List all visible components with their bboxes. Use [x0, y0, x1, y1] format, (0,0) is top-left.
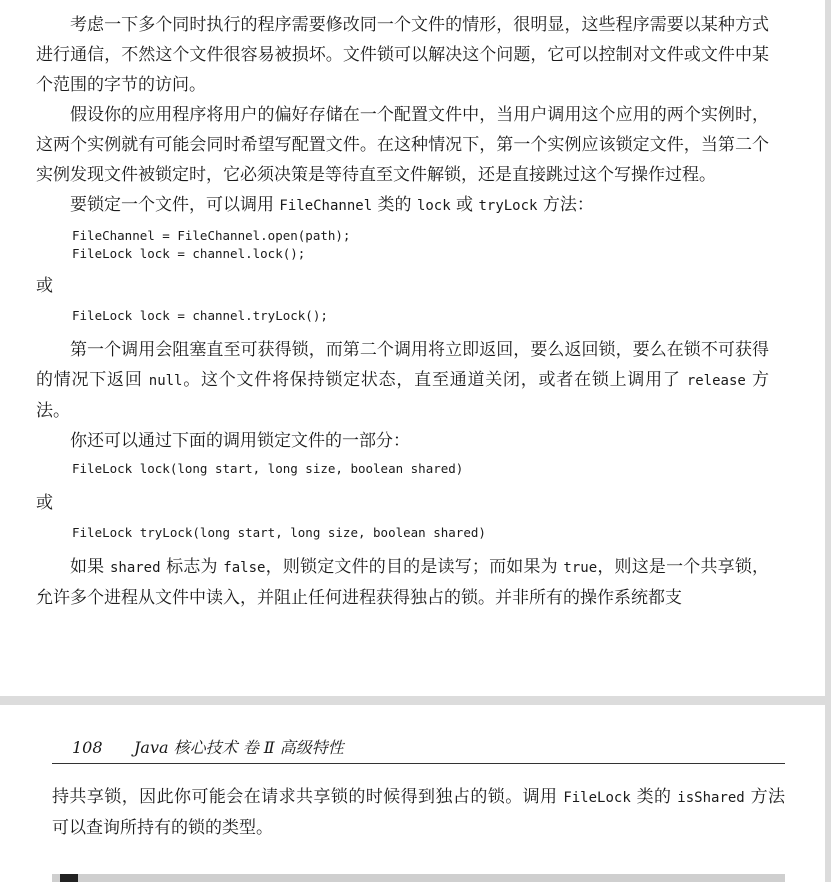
inline-code-lock: lock	[416, 198, 451, 214]
inline-code-true: true	[563, 560, 598, 576]
text-fragment: ，则锁定文件的目的是读写；而如果为	[265, 557, 564, 577]
text-fragment: ，则这是一个共享锁，允许多个进程从文件中读入，并阻止任何进程获得独占的锁。并非所有的操作系统都支	[36, 557, 770, 608]
code-block-trylock-range: FileLock tryLock(long start, long size, boolean shared)	[72, 525, 486, 540]
text-fragment: 方法可以查询所持有的锁的类型。	[52, 787, 785, 838]
inline-code-filechannel: FileChannel	[279, 198, 373, 214]
text-fragment: 方法。	[36, 370, 770, 421]
or-label: 或	[36, 493, 53, 513]
inline-code-null: null	[148, 373, 183, 389]
paragraph-shared-flag	[36, 552, 769, 613]
text-fragment: 或	[450, 195, 479, 215]
text-fragment: 类的	[372, 195, 417, 215]
code-block-trylock: FileLock lock = channel.tryLock();	[72, 308, 328, 323]
text-fragment: 持共享锁，因此你可能会在请求共享锁的时候得到独占的锁。调用	[52, 787, 564, 807]
text-fragment: 第一个调用会阻塞直至可获得锁，而第二个调用将立即返回，要么返回锁，要么在锁不可获得的情况下返回	[36, 340, 769, 390]
running-header	[52, 735, 785, 764]
text-fragment: 标志为	[160, 557, 224, 577]
inline-code-release: release	[686, 373, 746, 389]
text-fragment: 方法：	[537, 195, 594, 215]
paragraph-blocking	[36, 335, 769, 426]
code-block-lock-line2: FileLock lock = channel.lock();	[72, 246, 306, 261]
paragraph-lock-methods	[36, 190, 769, 221]
paragraph-config-example: 假设你的应用程序将用户的偏好存储在一个配置文件中，当用户调用这个应用的两个实例时，这两个实例就有可能会同时希望写配置文件。在这种情况下，第一个实例应该锁定文件，当第二个实例发现文件被锁定时，它必须决策是等待直至文件解锁，还是直接跳过这个写操作过程。	[36, 105, 769, 185]
text-fragment: 要锁定一个文件，可以调用	[70, 195, 280, 215]
book-page-bottom	[0, 705, 825, 882]
text-fragment: 类的	[630, 787, 678, 807]
inline-code-isshared: isShared	[677, 790, 745, 806]
code-block-lock-range: FileLock lock(long start, long size, boolean shared)	[72, 461, 464, 476]
next-section-band	[52, 874, 785, 882]
paragraph-shared-continuation	[52, 764, 785, 843]
paragraph-intro: 考虑一下多个同时执行的程序需要修改同一个文件的情形，很明显，这些程序需要以某种方式进行通信，不然这个文件很容易被损坏。文件锁可以解决这个问题，它可以控制对文件或文件中某个范围的字节的访问。	[36, 15, 769, 95]
code-block-lock: FileChannel = FileChannel.open(path);	[72, 228, 351, 243]
inline-code-false: false	[223, 560, 266, 576]
page-number: 108	[72, 738, 103, 757]
inline-code-shared: shared	[109, 560, 161, 576]
note-marker	[60, 874, 78, 882]
or-label: 或	[36, 276, 53, 296]
inline-code-trylock: tryLock	[478, 198, 538, 214]
inline-code-filelock: FileLock	[563, 790, 631, 806]
text-fragment: 如果	[70, 557, 110, 577]
text-fragment: 。这个文件将保持锁定状态，直至通道关闭，或者在锁上调用了	[182, 370, 687, 390]
running-title: Java 核心技术 卷 Ⅱ 高级特性	[134, 738, 344, 757]
paragraph-partial-lock: 你还可以通过下面的调用锁定文件的一部分：	[70, 431, 410, 451]
